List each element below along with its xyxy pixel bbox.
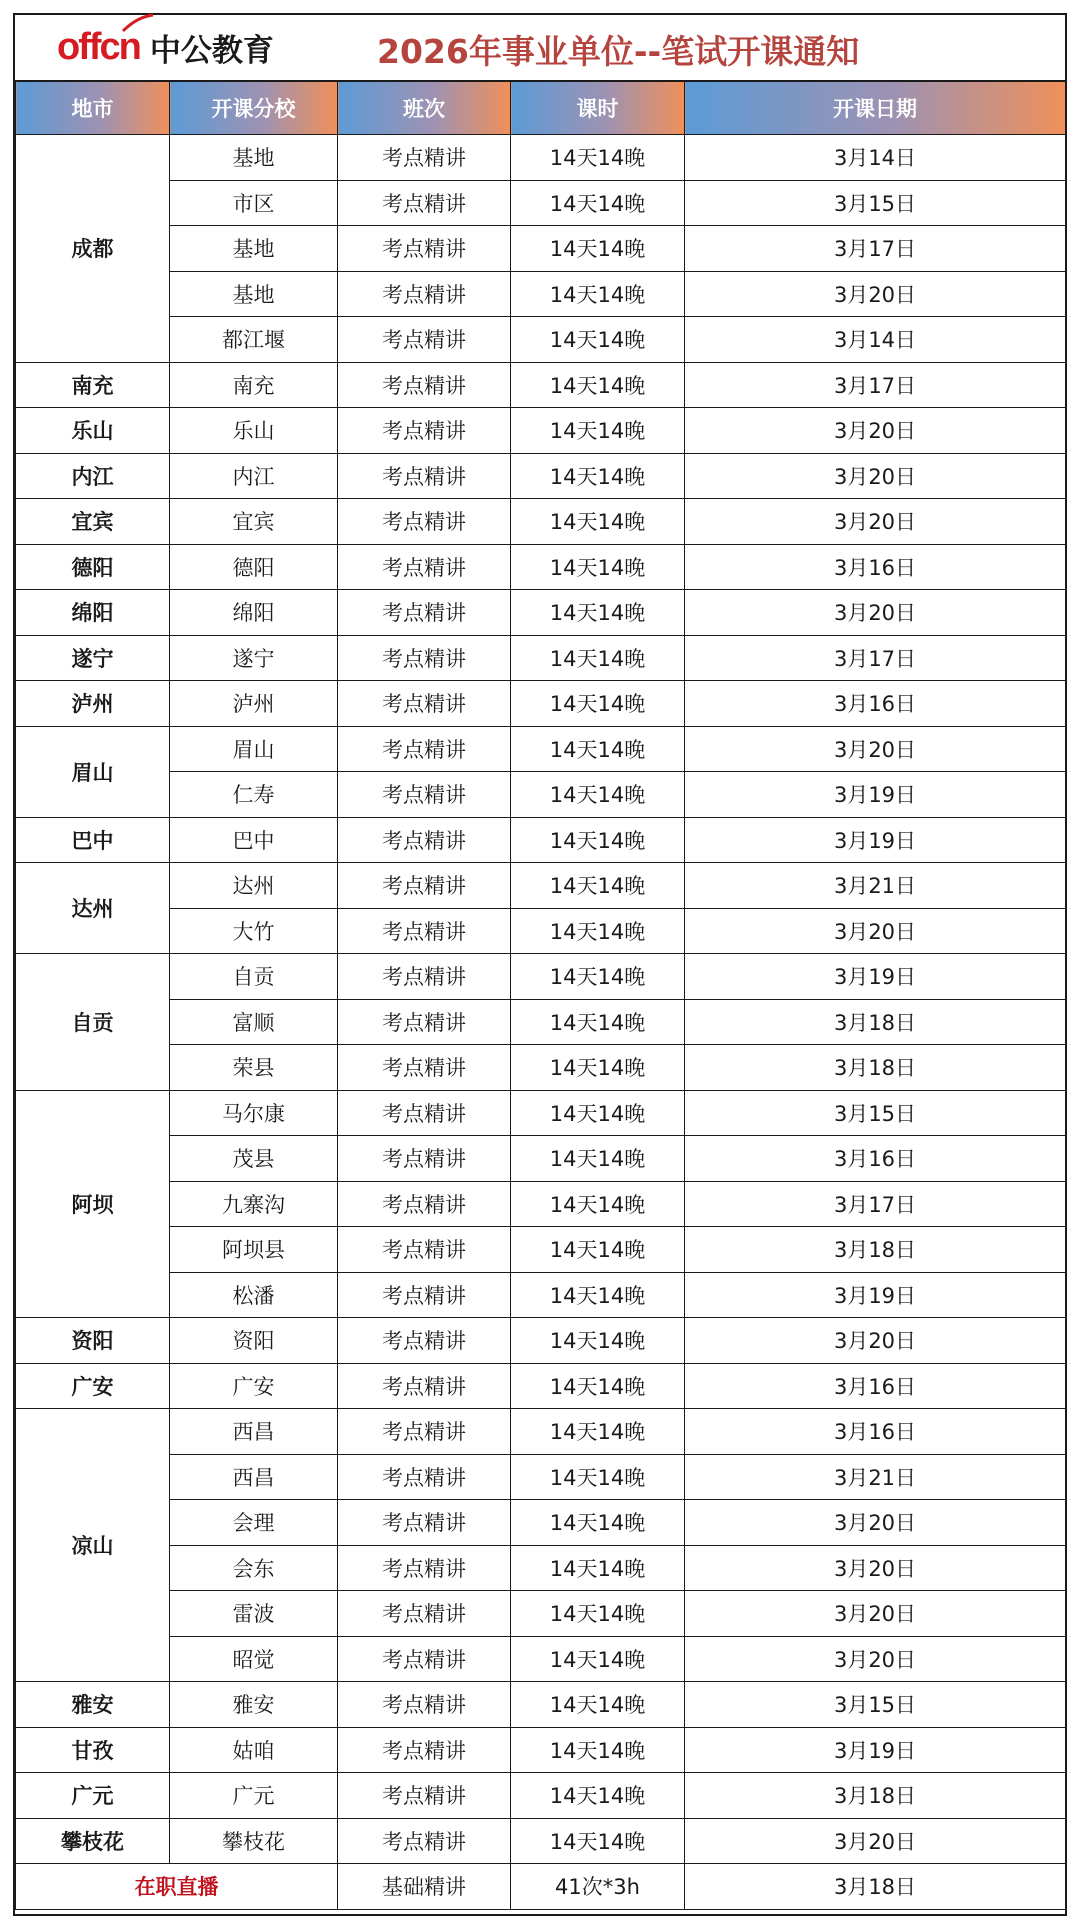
page-title: 2026年事业单位--笔试开课通知	[377, 32, 860, 71]
header-row	[16, 82, 1066, 135]
city-cell: 乐山	[16, 408, 170, 454]
hours-cell: 14天14晚	[511, 1773, 685, 1819]
branch-cell: 雷波	[170, 1591, 338, 1637]
hours-cell: 14天14晚	[511, 180, 685, 226]
class-cell: 考点精讲	[338, 1636, 511, 1682]
class-cell: 考点精讲	[338, 1500, 511, 1546]
date-cell: 3月20日	[685, 408, 1066, 454]
class-cell: 考点精讲	[338, 453, 511, 499]
table-row	[16, 772, 1066, 818]
branch-cell: 西昌	[170, 1454, 338, 1500]
hours-cell: 14天14晚	[511, 1636, 685, 1682]
city-cell: 成都	[16, 135, 170, 363]
class-cell: 考点精讲	[338, 544, 511, 590]
header-class: 班次	[338, 82, 511, 135]
branch-cell: 绵阳	[170, 590, 338, 636]
class-cell: 考点精讲	[338, 180, 511, 226]
date-cell: 3月18日	[685, 1045, 1066, 1091]
hours-cell: 14天14晚	[511, 1227, 685, 1273]
class-cell: 考点精讲	[338, 1682, 511, 1728]
city-cell: 凉山	[16, 1409, 170, 1682]
branch-cell: 基地	[170, 135, 338, 181]
branch-cell: 松潘	[170, 1272, 338, 1318]
date-cell: 3月20日	[685, 1545, 1066, 1591]
date-cell: 3月20日	[685, 1591, 1066, 1637]
hours-cell: 14天14晚	[511, 590, 685, 636]
date-cell: 3月14日	[685, 135, 1066, 181]
date-cell: 3月18日	[685, 1227, 1066, 1273]
class-cell: 考点精讲	[338, 999, 511, 1045]
table-row	[16, 908, 1066, 954]
hours-cell: 14天14晚	[511, 1363, 685, 1409]
table-row	[16, 1773, 1066, 1819]
city-cell: 南充	[16, 362, 170, 408]
logo-text-en: offcn	[57, 25, 140, 68]
class-cell: 考点精讲	[338, 772, 511, 818]
branch-cell: 内江	[170, 453, 338, 499]
table-row	[16, 499, 1066, 545]
hours-cell: 14天14晚	[511, 908, 685, 954]
class-cell: 考点精讲	[338, 499, 511, 545]
date-cell: 3月20日	[685, 1636, 1066, 1682]
hours-cell: 14天14晚	[511, 1727, 685, 1773]
table-row	[16, 544, 1066, 590]
branch-cell: 昭觉	[170, 1636, 338, 1682]
class-cell: 考点精讲	[338, 1591, 511, 1637]
class-cell: 考点精讲	[338, 135, 511, 181]
date-cell: 3月17日	[685, 362, 1066, 408]
table-row	[16, 317, 1066, 363]
city-cell: 内江	[16, 453, 170, 499]
hours-cell: 14天14晚	[511, 271, 685, 317]
table-row	[16, 135, 1066, 181]
branch-cell: 荣县	[170, 1045, 338, 1091]
branch-cell: 自贡	[170, 954, 338, 1000]
date-cell: 3月17日	[685, 635, 1066, 681]
branch-cell: 广元	[170, 1773, 338, 1819]
table-row	[16, 1818, 1066, 1864]
offcn-logo	[57, 23, 274, 71]
date-cell: 3月20日	[685, 453, 1066, 499]
hours-cell: 14天14晚	[511, 863, 685, 909]
table-row	[16, 1545, 1066, 1591]
table-row	[16, 635, 1066, 681]
hours-cell: 14天14晚	[511, 408, 685, 454]
table-row	[16, 817, 1066, 863]
table-row	[16, 1500, 1066, 1546]
table-row	[16, 1409, 1066, 1455]
date-cell: 3月20日	[685, 726, 1066, 772]
branch-cell: 达州	[170, 863, 338, 909]
branch-cell: 姑咱	[170, 1727, 338, 1773]
city-cell: 眉山	[16, 726, 170, 817]
date-cell: 3月20日	[685, 499, 1066, 545]
class-cell: 考点精讲	[338, 1818, 511, 1864]
class-cell: 考点精讲	[338, 1363, 511, 1409]
class-cell: 考点精讲	[338, 817, 511, 863]
date-cell: 3月20日	[685, 271, 1066, 317]
table-row	[16, 1272, 1066, 1318]
date-cell: 3月19日	[685, 772, 1066, 818]
branch-cell: 乐山	[170, 408, 338, 454]
hours-cell: 14天14晚	[511, 135, 685, 181]
branch-cell: 会东	[170, 1545, 338, 1591]
class-cell: 考点精讲	[338, 226, 511, 272]
class-cell: 考点精讲	[338, 1227, 511, 1273]
branch-cell: 遂宁	[170, 635, 338, 681]
branch-cell: 富顺	[170, 999, 338, 1045]
branch-cell: 九寨沟	[170, 1181, 338, 1227]
hours-cell: 14天14晚	[511, 1318, 685, 1364]
class-cell: 考点精讲	[338, 908, 511, 954]
branch-cell: 巴中	[170, 817, 338, 863]
footer-label: 在职直播	[16, 1864, 338, 1910]
branch-cell: 阿坝县	[170, 1227, 338, 1273]
class-cell: 考点精讲	[338, 1454, 511, 1500]
city-cell: 广元	[16, 1773, 170, 1819]
date-cell: 3月20日	[685, 590, 1066, 636]
class-cell: 考点精讲	[338, 681, 511, 727]
logo-text-cn: 中公教育	[149, 32, 274, 69]
date-cell: 3月15日	[685, 1090, 1066, 1136]
hours-cell: 14天14晚	[511, 772, 685, 818]
header-branch: 开课分校	[170, 82, 338, 135]
class-cell: 考点精讲	[338, 635, 511, 681]
branch-cell: 大竹	[170, 908, 338, 954]
city-cell: 巴中	[16, 817, 170, 863]
table-row	[16, 453, 1066, 499]
table-row	[16, 180, 1066, 226]
header-city: 地市	[16, 82, 170, 135]
date-cell: 3月17日	[685, 226, 1066, 272]
hours-cell: 14天14晚	[511, 1181, 685, 1227]
date-cell: 3月15日	[685, 1682, 1066, 1728]
city-cell: 达州	[16, 863, 170, 954]
hours-cell: 14天14晚	[511, 1545, 685, 1591]
branch-cell: 眉山	[170, 726, 338, 772]
header-hours: 课时	[511, 82, 685, 135]
branch-cell: 茂县	[170, 1136, 338, 1182]
table-row	[16, 1727, 1066, 1773]
branch-cell: 南充	[170, 362, 338, 408]
hours-cell: 14天14晚	[511, 453, 685, 499]
class-cell: 考点精讲	[338, 1090, 511, 1136]
hours-cell: 14天14晚	[511, 1818, 685, 1864]
class-cell: 考点精讲	[338, 1409, 511, 1455]
course-schedule-table	[15, 81, 1066, 1910]
hours-cell: 14天14晚	[511, 1272, 685, 1318]
hours-cell: 14天14晚	[511, 954, 685, 1000]
logo-swoosh-icon	[121, 13, 155, 33]
date-cell: 3月14日	[685, 317, 1066, 363]
header-date: 开课日期	[685, 82, 1066, 135]
city-cell: 绵阳	[16, 590, 170, 636]
table-row	[16, 1591, 1066, 1637]
hours-cell: 14天14晚	[511, 362, 685, 408]
table-row	[16, 1090, 1066, 1136]
table-row	[16, 954, 1066, 1000]
class-cell: 考点精讲	[338, 1272, 511, 1318]
hours-cell: 14天14晚	[511, 1409, 685, 1455]
hours-cell: 14天14晚	[511, 635, 685, 681]
city-cell: 广安	[16, 1363, 170, 1409]
date-cell: 3月16日	[685, 1363, 1066, 1409]
city-cell: 自贡	[16, 954, 170, 1091]
hours-cell: 14天14晚	[511, 226, 685, 272]
branch-cell: 雅安	[170, 1682, 338, 1728]
hours-cell: 14天14晚	[511, 1500, 685, 1546]
class-cell: 考点精讲	[338, 1318, 511, 1364]
class-cell: 考点精讲	[338, 317, 511, 363]
hours-cell: 14天14晚	[511, 544, 685, 590]
branch-cell: 都江堰	[170, 317, 338, 363]
table-row	[16, 726, 1066, 772]
class-cell: 考点精讲	[338, 1773, 511, 1819]
footer-hours: 41次*3h	[511, 1864, 685, 1910]
table-row	[16, 408, 1066, 454]
date-cell: 3月18日	[685, 1773, 1066, 1819]
branch-cell: 西昌	[170, 1409, 338, 1455]
date-cell: 3月16日	[685, 1409, 1066, 1455]
branch-cell: 资阳	[170, 1318, 338, 1364]
table-row	[16, 1454, 1066, 1500]
footer-date: 3月18日	[685, 1864, 1066, 1910]
table-row	[16, 1045, 1066, 1091]
hours-cell: 14天14晚	[511, 1045, 685, 1091]
table-row	[16, 863, 1066, 909]
date-cell: 3月16日	[685, 544, 1066, 590]
date-cell: 3月17日	[685, 1181, 1066, 1227]
table-row	[16, 1636, 1066, 1682]
hours-cell: 14天14晚	[511, 999, 685, 1045]
table-row	[16, 1363, 1066, 1409]
hours-cell: 14天14晚	[511, 726, 685, 772]
date-cell: 3月19日	[685, 1727, 1066, 1773]
table-row	[16, 999, 1066, 1045]
class-cell: 考点精讲	[338, 1727, 511, 1773]
date-cell: 3月21日	[685, 863, 1066, 909]
class-cell: 考点精讲	[338, 1545, 511, 1591]
branch-cell: 攀枝花	[170, 1818, 338, 1864]
date-cell: 3月19日	[685, 817, 1066, 863]
city-cell: 德阳	[16, 544, 170, 590]
table-row	[16, 271, 1066, 317]
class-cell: 考点精讲	[338, 954, 511, 1000]
city-cell: 遂宁	[16, 635, 170, 681]
date-cell: 3月15日	[685, 180, 1066, 226]
class-cell: 考点精讲	[338, 408, 511, 454]
branch-cell: 基地	[170, 271, 338, 317]
hours-cell: 14天14晚	[511, 499, 685, 545]
class-cell: 考点精讲	[338, 1045, 511, 1091]
title-bar	[15, 15, 1065, 81]
branch-cell: 宜宾	[170, 499, 338, 545]
table-row	[16, 226, 1066, 272]
footer-class: 基础精讲	[338, 1864, 511, 1910]
branch-cell: 基地	[170, 226, 338, 272]
city-cell: 阿坝	[16, 1090, 170, 1318]
date-cell: 3月18日	[685, 999, 1066, 1045]
class-cell: 考点精讲	[338, 1136, 511, 1182]
date-cell: 3月16日	[685, 1136, 1066, 1182]
table-row	[16, 1181, 1066, 1227]
branch-cell: 广安	[170, 1363, 338, 1409]
date-cell: 3月20日	[685, 908, 1066, 954]
date-cell: 3月16日	[685, 681, 1066, 727]
branch-cell: 市区	[170, 180, 338, 226]
hours-cell: 14天14晚	[511, 1136, 685, 1182]
hours-cell: 14天14晚	[511, 1682, 685, 1728]
table-row	[16, 1682, 1066, 1728]
hours-cell: 14天14晚	[511, 1591, 685, 1637]
class-cell: 考点精讲	[338, 863, 511, 909]
table-body	[16, 135, 1066, 1864]
date-cell: 3月21日	[685, 1454, 1066, 1500]
date-cell: 3月19日	[685, 954, 1066, 1000]
class-cell: 考点精讲	[338, 590, 511, 636]
table-row	[16, 1227, 1066, 1273]
table-row	[16, 362, 1066, 408]
city-cell: 雅安	[16, 1682, 170, 1728]
branch-cell: 仁寿	[170, 772, 338, 818]
hours-cell: 14天14晚	[511, 1090, 685, 1136]
hours-cell: 14天14晚	[511, 817, 685, 863]
branch-cell: 德阳	[170, 544, 338, 590]
city-cell: 攀枝花	[16, 1818, 170, 1864]
city-cell: 泸州	[16, 681, 170, 727]
class-cell: 考点精讲	[338, 271, 511, 317]
table-row	[16, 590, 1066, 636]
date-cell: 3月20日	[685, 1318, 1066, 1364]
hours-cell: 14天14晚	[511, 317, 685, 363]
branch-cell: 会理	[170, 1500, 338, 1546]
hours-cell: 14天14晚	[511, 1454, 685, 1500]
table-row	[16, 1136, 1066, 1182]
branch-cell: 泸州	[170, 681, 338, 727]
date-cell: 3月20日	[685, 1500, 1066, 1546]
class-cell: 考点精讲	[338, 1181, 511, 1227]
city-cell: 资阳	[16, 1318, 170, 1364]
city-cell: 甘孜	[16, 1727, 170, 1773]
hours-cell: 14天14晚	[511, 681, 685, 727]
table-row	[16, 681, 1066, 727]
date-cell: 3月20日	[685, 1818, 1066, 1864]
branch-cell: 马尔康	[170, 1090, 338, 1136]
class-cell: 考点精讲	[338, 362, 511, 408]
date-cell: 3月19日	[685, 1272, 1066, 1318]
city-cell: 宜宾	[16, 499, 170, 545]
table-row	[16, 1318, 1066, 1364]
class-cell: 考点精讲	[338, 726, 511, 772]
footer-row	[16, 1864, 1066, 1910]
schedule-sheet	[13, 13, 1067, 1916]
